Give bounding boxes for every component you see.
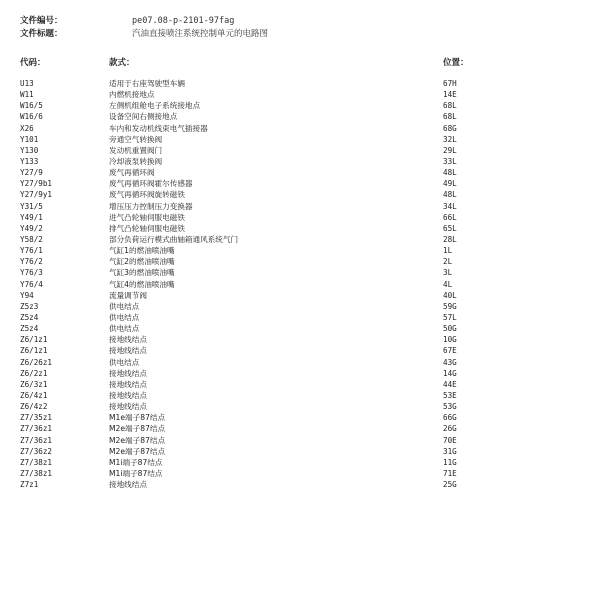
component-position: 14E — [443, 90, 457, 100]
component-description: 供电结点 — [109, 357, 140, 367]
table-row — [0, 468, 600, 479]
column-header-code: 代码： — [20, 58, 46, 68]
component-description: 冷却液泵转换阀 — [109, 156, 163, 166]
component-code: Y27/9b1 — [20, 179, 53, 189]
component-code: U13 — [20, 79, 34, 88]
component-code: Y130 — [20, 145, 39, 155]
table-row — [0, 134, 600, 145]
component-position: 43G — [443, 357, 457, 367]
component-description: M1e端子87结点 — [109, 413, 166, 423]
component-code: Z6/2z1 — [20, 368, 48, 378]
component-position: 44E — [443, 379, 457, 389]
component-description: M2e端子87结点 — [109, 424, 166, 434]
table-row — [0, 412, 600, 423]
component-code: Y58/2 — [20, 234, 43, 244]
component-position: 65L — [443, 223, 457, 233]
table-row — [0, 457, 600, 468]
component-description: M2e端子87结点 — [109, 446, 166, 456]
table-row — [0, 245, 600, 256]
component-position: 10G — [443, 335, 457, 345]
table-row — [0, 212, 600, 223]
table-row — [0, 479, 600, 490]
component-code: Y101 — [20, 134, 39, 144]
component-code: Y76/4 — [20, 279, 43, 289]
component-position: 50G — [443, 324, 457, 334]
component-position: 4L — [443, 279, 453, 289]
component-code: Z7/36z1 — [20, 435, 53, 445]
component-description: 供电结点 — [109, 324, 140, 334]
component-code: Z7/36z2 — [20, 446, 53, 456]
component-code: W16/5 — [20, 101, 43, 111]
component-position: 14G — [443, 368, 457, 378]
table-row — [0, 423, 600, 434]
component-description: 左侧机组舱电子系统接地点 — [109, 101, 201, 111]
component-code: Z7z1 — [20, 480, 39, 490]
component-position: 68L — [443, 101, 457, 111]
table-row — [0, 201, 600, 212]
table-row — [0, 234, 600, 245]
doc-title-value: 汽油直接喷注系统控制单元的电路图 — [132, 29, 269, 39]
component-description: 接地线结点 — [109, 379, 147, 389]
component-description: 接地线结点 — [109, 335, 147, 345]
component-code: Y49/2 — [20, 223, 43, 233]
table-row — [0, 435, 600, 446]
component-code: Z7/38z1 — [20, 457, 53, 467]
component-description: 废气再循环阀旋转磁铁 — [109, 190, 185, 200]
component-description: 内燃机接地点 — [109, 90, 155, 100]
component-code: Z6/4z1 — [20, 390, 48, 400]
component-position: 28L — [443, 234, 457, 244]
component-description: 废气再循环阀 — [109, 168, 155, 178]
component-position: 53G — [443, 402, 457, 412]
component-description: 发动机重置阀门 — [109, 145, 163, 155]
component-code: Z7/38z1 — [20, 468, 53, 478]
component-description: 排气凸轮轴伺服电磁铁 — [109, 223, 185, 233]
table-row — [0, 368, 600, 379]
table-row — [0, 279, 600, 290]
component-position: 3L — [443, 268, 453, 278]
component-position: 34L — [443, 201, 457, 211]
component-list — [0, 78, 600, 490]
component-description: 旁通空气转换阀 — [109, 134, 163, 144]
component-code: Z7/36z1 — [20, 424, 53, 434]
component-position: 11G — [443, 457, 457, 467]
column-header-pos: 位置： — [443, 58, 469, 68]
component-code: W16/6 — [20, 112, 43, 122]
component-description: M1i端子87结点 — [109, 457, 163, 467]
doc-number-value: pe07.08-p-2101-97fag — [132, 16, 235, 26]
component-position: 57L — [443, 312, 457, 322]
component-description: M1i端子87结点 — [109, 468, 163, 478]
table-row — [0, 189, 600, 200]
component-position: 29L — [443, 145, 457, 155]
component-description: 增压压力控制压力变换器 — [109, 201, 193, 211]
table-row — [0, 256, 600, 267]
component-description: 气缸1的燃油喷油嘴 — [109, 246, 175, 256]
component-position: 48L — [443, 168, 457, 178]
component-code: Z6/3z1 — [20, 379, 48, 389]
component-description: 进气凸轮轴伺服电磁铁 — [109, 212, 185, 222]
component-position: 33L — [443, 156, 457, 166]
column-header-desc: 款式： — [109, 58, 135, 68]
component-code: Y76/2 — [20, 257, 43, 267]
component-code: Z6/26z1 — [20, 357, 53, 367]
table-row — [0, 334, 600, 345]
component-code: Z5z3 — [20, 301, 39, 311]
table-row — [0, 323, 600, 334]
component-description: 气缸4的燃油喷油嘴 — [109, 279, 175, 289]
component-code: Z5z4 — [20, 324, 39, 334]
component-position: 2L — [443, 257, 453, 267]
component-code: Y31/5 — [20, 201, 43, 211]
component-code: Z6/4z2 — [20, 402, 48, 412]
table-row — [0, 100, 600, 111]
component-code: Y133 — [20, 156, 39, 166]
component-position: 49L — [443, 179, 457, 189]
component-description: 废气再循环阀霍尔传感器 — [109, 179, 193, 189]
component-description: 气缸2的燃油喷油嘴 — [109, 257, 175, 267]
table-row — [0, 123, 600, 134]
component-position: 71E — [443, 468, 457, 478]
doc-title-label: 文件标题： — [20, 29, 63, 39]
table-row — [0, 446, 600, 457]
table-row — [0, 401, 600, 412]
component-position: 31G — [443, 446, 457, 456]
component-position: 67H — [443, 79, 457, 88]
component-code: Y76/3 — [20, 268, 43, 278]
component-description: 供电结点 — [109, 301, 140, 311]
component-position: 67E — [443, 346, 457, 356]
component-position: 59G — [443, 301, 457, 311]
component-code: Z6/1z1 — [20, 346, 48, 356]
table-row — [0, 390, 600, 401]
component-description: 供电结点 — [109, 312, 140, 322]
component-position: 25G — [443, 480, 457, 490]
table-row — [0, 145, 600, 156]
component-code: W11 — [20, 90, 34, 100]
component-description: 车内和发动机线束电气插接器 — [109, 123, 208, 133]
component-position: 68G — [443, 123, 457, 133]
table-row — [0, 111, 600, 122]
component-code: Y49/1 — [20, 212, 43, 222]
table-row — [0, 345, 600, 356]
table-row — [0, 78, 600, 89]
table-row — [0, 267, 600, 278]
component-code: Z5z4 — [20, 312, 39, 322]
component-description: 部分负荷运行模式曲轴箱通风系统气门 — [109, 234, 239, 244]
component-description: 设备空间右侧接地点 — [109, 112, 178, 122]
component-position: 53E — [443, 390, 457, 400]
table-row — [0, 223, 600, 234]
component-description: 接地线结点 — [109, 368, 147, 378]
doc-number-label: 文件编号： — [20, 16, 63, 26]
component-description: 接地线结点 — [109, 390, 147, 400]
component-code: Y27/9 — [20, 168, 43, 178]
component-position: 48L — [443, 190, 457, 200]
component-description: 接地线结点 — [109, 346, 147, 356]
table-row — [0, 290, 600, 301]
component-position: 40L — [443, 290, 457, 300]
table-row — [0, 357, 600, 368]
component-description: 接地线结点 — [109, 402, 147, 412]
table-row — [0, 312, 600, 323]
table-row — [0, 89, 600, 100]
component-position: 70E — [443, 435, 457, 445]
table-row — [0, 301, 600, 312]
table-row — [0, 156, 600, 167]
component-description: 气缸3的燃油喷油嘴 — [109, 268, 175, 278]
component-position: 26G — [443, 424, 457, 434]
component-code: Z7/35z1 — [20, 413, 53, 423]
component-position: 66L — [443, 212, 457, 222]
component-code: Z6/1z1 — [20, 335, 48, 345]
table-row — [0, 379, 600, 390]
component-code: Y27/9y1 — [20, 190, 53, 200]
table-row — [0, 178, 600, 189]
component-description: M2e端子87结点 — [109, 435, 166, 445]
component-position: 32L — [443, 134, 457, 144]
component-code: X26 — [20, 123, 34, 133]
component-position: 68L — [443, 112, 457, 122]
component-description: 流量调节阀 — [109, 290, 147, 300]
component-code: Y76/1 — [20, 246, 43, 256]
component-position: 1L — [443, 246, 453, 256]
component-position: 66G — [443, 413, 457, 423]
component-description: 适用于右座驾驶型车辆 — [109, 79, 185, 88]
component-description: 接地线结点 — [109, 480, 147, 490]
table-row — [0, 167, 600, 178]
component-code: Y94 — [20, 290, 34, 300]
